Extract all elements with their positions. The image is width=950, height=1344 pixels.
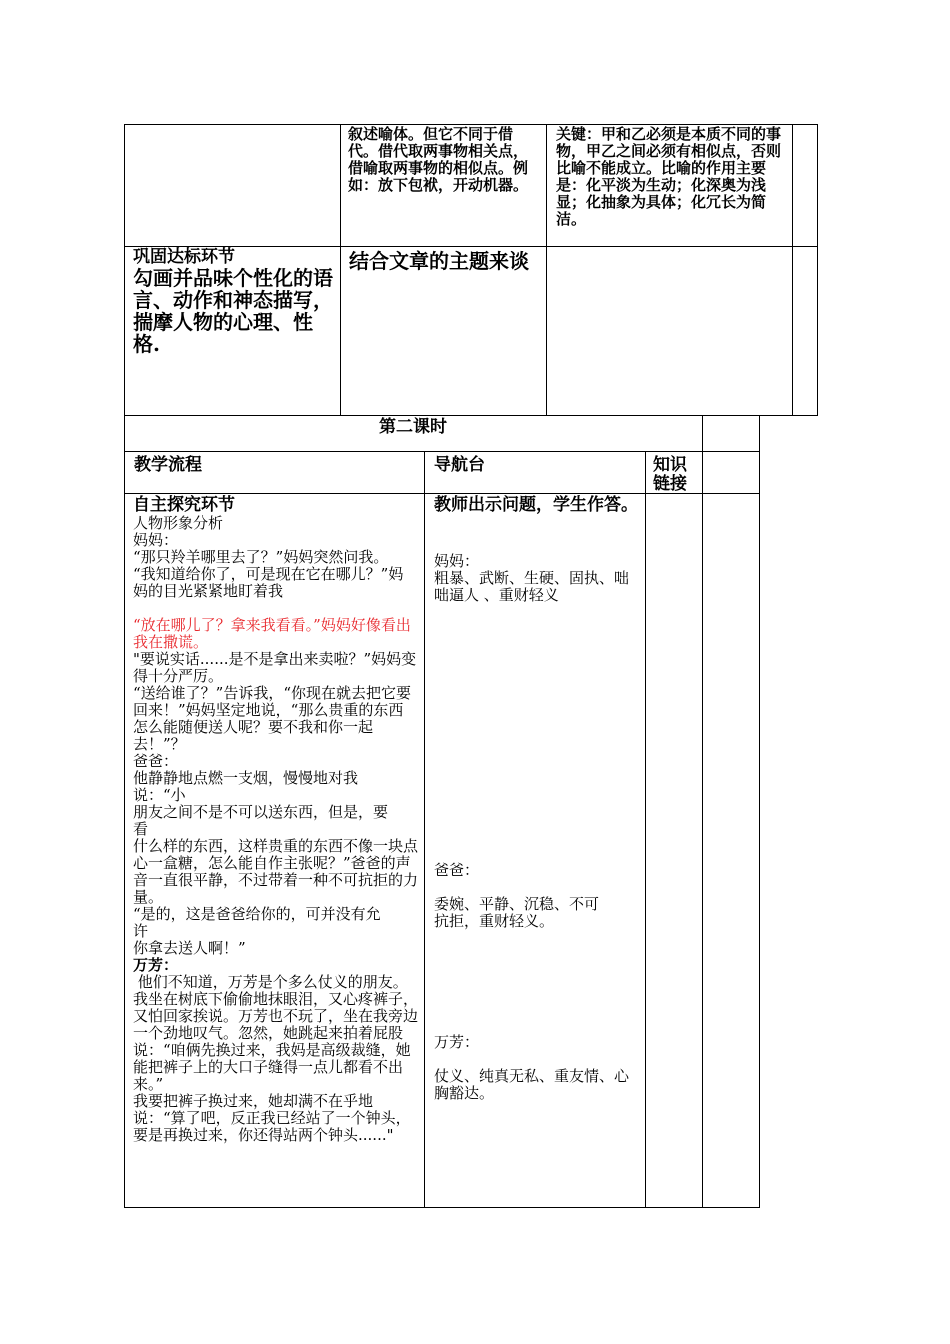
- t1-row1-col2: 叙述喻体。但它不同于借代。借代取两事物相关点，借喻取两事物的相似点。例如：放下包袱，开动机器。: [348, 125, 529, 194]
- t1-col-divider-2: [546, 124, 547, 416]
- session-title: 第二课时: [379, 417, 447, 437]
- t1-col-divider-3: [792, 124, 793, 416]
- guide-mother-label: 妈妈：: [434, 552, 480, 570]
- flow-line: “送给谁了？”告诉我，“你现在就去把它要回来！”妈妈坚定地说，“那么贵重的东西怎么能随便送人呢？要不我和你一起去！”？: [133, 684, 412, 753]
- flow-heading: 自主探究环节: [133, 495, 235, 515]
- t2-header-divider-a: [124, 451, 760, 452]
- flow-line: 人物形象分析: [133, 514, 224, 532]
- guide-father-label: 爸爸：: [434, 861, 480, 879]
- flow-line: 他们不知道，万芳是个多么仗义的朋友。: [133, 973, 408, 991]
- flow-line: “我知道给你了，可是现在它在哪儿？”妈妈的目光紧紧地盯着我: [133, 565, 404, 600]
- flow-line: “那只羚羊哪里去了？”妈妈突然问我。: [133, 548, 389, 566]
- t2-top-border: [124, 415, 760, 416]
- guide-mother-traits: 粗暴、武断、生硬、固执、咄咄逼人 、重财轻义: [434, 569, 630, 604]
- consolidation-body: 勾画并品味个性化的语言、动作和神态描写，揣摩人物的心理、性格.: [133, 266, 333, 356]
- t1-row1-col3: 关键：甲和乙必须是本质不同的事物，甲乙之间必须有相似点，否则比喻不能成立。比喻的作用主要是：化平淡为生动；化深奥为浅显；化抽象为具体；化冗长为简洁。: [556, 125, 782, 228]
- flow-line: [133, 600, 418, 617]
- t2-left-border: [124, 415, 125, 1208]
- flow-line: 妈妈：: [133, 531, 179, 549]
- flow-line: 朋友之间不是不可以送东西，但是，要看: [133, 803, 389, 838]
- flow-line: 他静静地点燃一支烟，慢慢地对我说：“小: [133, 769, 359, 804]
- flow-line: 爸爸：: [133, 752, 179, 770]
- t2-right-border: [759, 415, 760, 1208]
- flow-line-highlight: “放在哪儿了？拿来我看看。”妈妈好像看出我在撒谎。: [133, 616, 411, 651]
- flow-line: "要说实话......是不是拿出来卖啦？”妈妈变得十分严厉。: [133, 650, 417, 685]
- flow-line: 我要把裤子换过来，她却满不在乎地说：“算了吧，反正我已经站了一个钟头，要是再换过来，你还得站两个钟头......": [133, 1092, 411, 1144]
- t2-bottom-border: [124, 1207, 760, 1208]
- t1-right-border: [817, 124, 818, 416]
- header-flow: 教学流程: [134, 455, 202, 475]
- flow-line: 什么样的东西，这样贵重的东西不像一块点心一盒糖，怎么能自作主张呢？”爸爸的声音一直很平静，不过带着一种不可抗拒的力量。: [133, 837, 419, 906]
- t1-col-divider-1: [340, 124, 341, 416]
- flow-line: 你拿去送人啊！”: [133, 939, 246, 957]
- guide-heading: 教师出示问题，学生作答。: [434, 495, 638, 515]
- header-guide: 导航台: [434, 455, 485, 475]
- guide-wanfang-traits: 仗义、纯真无私、重友情、心胸豁达。: [434, 1067, 630, 1102]
- flow-line: 我坐在树底下偷偷地抹眼泪，又心疼裤子，又怕回家挨说。万芳也不玩了，坐在我旁边一个劲地叹气。忽然，她跳起来拍着屁股说：“咱俩先换过来，我妈是高级裁缝，她能把裤子上的大口子缝得一点儿都看不出来。”: [133, 990, 419, 1093]
- guide-father-traits: 委婉、平静、沉稳、不可抗拒，重财轻义。: [434, 895, 600, 930]
- header-knowledge: 知识链接: [653, 455, 687, 494]
- consolidation-heading: 巩固达标环节: [133, 247, 235, 267]
- t1-row2-col2: 结合文章的主题来谈: [349, 249, 529, 273]
- flow-line: “是的，这是爸爸给你的，可并没有允许: [133, 905, 381, 940]
- t2-col-divider-2: [645, 451, 646, 1208]
- t2-col-divider-3: [702, 415, 703, 1208]
- flow-column: [133, 496, 418, 1144]
- t2-col-divider-1: [424, 451, 425, 1208]
- t1-left-border: [124, 124, 125, 416]
- guide-wanfang-label: 万芳：: [434, 1033, 480, 1051]
- t1-row2-col1: [133, 248, 337, 355]
- flow-line-wanfang: 万芳：: [133, 956, 179, 974]
